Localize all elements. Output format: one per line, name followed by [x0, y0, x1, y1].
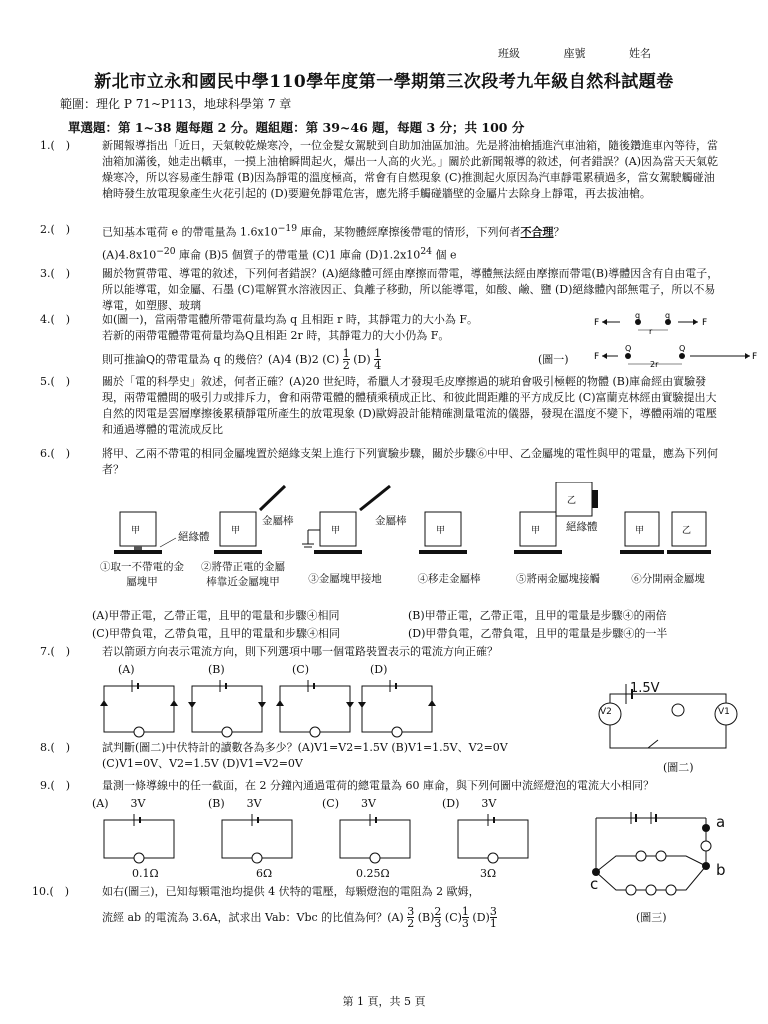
q4-line3: 則可推論Q的帶電量為 q 的幾倍？(A)4 (B)2 (C) [102, 352, 340, 366]
class-field-label: 班級 [498, 47, 520, 60]
question-text: 將甲、乙兩不帶電的相同金屬塊置於絕緣支架上進行下列實驗步驟，關於步驟⑥中甲、乙金屬塊的電性與甲的電量，應為下列何者？ [102, 447, 718, 476]
svg-text:F: F [752, 352, 758, 362]
q4-frac-d: $\frac{1}{4}$ [374, 346, 382, 373]
q7-circuit-c [276, 680, 354, 737]
q9-option-a: (A) 3V [92, 797, 146, 810]
question-text: 若以箭頭方向表示電流方向，則下列選項中哪一個電路裝置表示的電流方向正確？ [102, 645, 498, 658]
fig2-v2-label: V2 [600, 707, 612, 717]
question-text [102, 312, 602, 372]
fig3-label-c: c [590, 875, 599, 893]
question-number: 4.( ) [40, 313, 71, 326]
page-footer: 第 1 頁，共 5 頁 [342, 995, 426, 1008]
q7-option-c: (C) [292, 663, 309, 676]
q8-line1: 試判斷(圖二)中伏特計的讀數各為多少？(A)V1=V2=1.5V (B)V1=1.5V、V2=0V [102, 741, 508, 754]
question-text: 關於物質帶電、導電的敘述，下列何者錯誤？(A)絕緣體可經由摩擦而帶電，導體無法經由摩擦而帶電(B)導體因含有自由電子，所以能導電，如金屬、石墨 (C)電解質水溶液因正、負離子移動，所以能導電，如酸、鹼、鹽 (D)絕緣體內部無電子，所以不易導電，如塑膠、玻璃 [102, 267, 719, 312]
q6-insulator-label-2: 絕緣體 [566, 521, 598, 533]
question-1 [40, 138, 730, 218]
question-number: 1.( ) [40, 139, 71, 152]
question-6 [40, 446, 730, 480]
svg-text:F: F [594, 318, 600, 328]
svg-text:甲: 甲 [531, 526, 541, 536]
q9-res-d: 3Ω [480, 867, 497, 880]
q8-line2: (C)V1=0V、V2=1.5V (D)V1=V2=0V [102, 756, 303, 770]
question-5 [40, 374, 730, 442]
exam-title: 新北市立永和國民中學110學年度第一學期第三次段考九年級自然科試題卷 [94, 72, 674, 92]
q9-circuits [100, 812, 550, 866]
q10-frac-b: $\frac{2}{3}$ [434, 904, 442, 931]
fig3-label-b: b [716, 861, 726, 879]
q4-opt-d: (D) [353, 352, 371, 366]
q6-option-c: (C)甲帶負電，乙帶負電，且甲的電量和步驟④相同 [92, 627, 340, 640]
q6-option-b: (B)甲帶正電，乙帶正電，且甲的電量是步驟④的兩倍 [408, 609, 667, 622]
q9-option-d: (D) 3V [442, 797, 497, 810]
q10-frac-a: $\frac{3}{2}$ [407, 904, 415, 931]
question-3 [40, 266, 730, 314]
question-number: 6.( ) [40, 447, 71, 460]
q9-res-b: 6Ω [256, 867, 273, 880]
name-field-label: 姓名 [629, 47, 651, 60]
q2-line1b: 庫侖，某物體經摩擦後帶電的情形，下列何者 [297, 225, 521, 239]
q7-circuit-d [358, 680, 436, 737]
q2-line2b: 庫侖 (B)5 個質子的帶電量 (C)1 庫侖 (D)1.2x10 [175, 248, 421, 262]
figure-3-label: (圖三) [636, 911, 667, 924]
q4-line1: 如(圖一)，當兩帶電體所帶電荷量均為 q 且相距 r 時，其靜電力的大小為 F。 [102, 313, 478, 326]
question-10 [32, 884, 730, 934]
question-text: 如右(圖三)，已知每顆電池均提供 4 伏特的電壓，每顆燈泡的電阻為 2 歐姆， 流經 ab 的電流為 3.6A，試求出 Vab：Vbc 的比值為何？(A) $\frac{3}{2}$ (B) $\frac{2}{3}$ (C) $\frac{1}{3}$ (D) $\frac{3}{1}$ [102, 884, 622, 930]
q7-circuit-b [188, 680, 266, 737]
q7-option-d: (D) [370, 663, 388, 676]
q9-res-c: 0.25Ω [356, 867, 390, 880]
q10-frac-c: $\frac{1}{3}$ [461, 904, 469, 931]
q7-option-b: (B) [208, 663, 225, 676]
q7-circuit-a [100, 680, 178, 737]
question-7 [40, 644, 730, 664]
question-number: 10.( ) [32, 885, 70, 898]
fig2-voltage: 1.5V [630, 681, 660, 696]
q9-option-c: (C) 3V [322, 797, 376, 810]
fig2-v1-label: V1 [718, 707, 730, 717]
question-text [102, 740, 730, 772]
q4-frac-c: $\frac{1}{2}$ [342, 346, 350, 373]
question-number: 3.( ) [40, 267, 71, 280]
q2-exp2: −20 [156, 245, 176, 257]
svg-text:Q: Q [679, 344, 686, 353]
svg-text:F: F [702, 318, 708, 328]
q6-step-3: ③金屬塊甲接地 [308, 573, 382, 585]
question-number: 7.( ) [40, 645, 71, 658]
question-number: 8.( ) [40, 741, 71, 754]
figure-2-label: (圖二) [663, 761, 694, 774]
q6-rod-label-2: 金屬棒 [375, 515, 407, 527]
svg-text:q: q [635, 312, 641, 320]
svg-text:甲: 甲 [436, 526, 446, 536]
scoring-rule: 單選題：第 1~38 題每題 2 分。題組題：第 39~46 題，每題 3 分；共 100 分 [68, 120, 525, 135]
svg-text:乙: 乙 [682, 526, 692, 536]
q2-line2c: 個 e [431, 248, 457, 262]
figure-1-diagram [590, 312, 760, 368]
q6-insulator-label: 絕緣體 [178, 531, 210, 543]
svg-text:r: r [649, 327, 653, 336]
q6-rod-label: 金屬棒 [262, 515, 294, 527]
q10-frac-d: $\frac{3}{1}$ [489, 904, 497, 931]
svg-text:Q: Q [625, 344, 632, 353]
exam-scope: 範圍：理化 P 71~P113，地球科學第 7 章 [60, 97, 292, 111]
q2-exp3: 24 [420, 245, 432, 257]
svg-text:F: F [594, 352, 600, 362]
figure-q6-steps [100, 482, 720, 562]
q9-res-a: 0.1Ω [132, 867, 159, 880]
svg-text:乙: 乙 [567, 496, 577, 506]
q2-bad: 不合理 [520, 225, 554, 239]
question-text [102, 222, 730, 263]
q2-line1c: ？ [553, 225, 565, 239]
fig3-label-a: a [716, 813, 726, 831]
q6-step-2: ②將帶正電的金屬棒靠近金屬塊甲 [201, 561, 285, 589]
svg-text:q: q [665, 312, 671, 320]
question-number: 5.( ) [40, 375, 71, 388]
q6-step-1: ①取一不帶電的金屬塊甲 [100, 561, 184, 589]
question-number: 9.( ) [40, 779, 71, 792]
q9-option-b: (B) 3V [208, 797, 262, 810]
question-2 [40, 222, 730, 262]
q7-option-a: (A) [118, 663, 135, 676]
question-9 [40, 778, 730, 798]
svg-text:甲: 甲 [231, 526, 241, 536]
q10-line2: 流經 ab 的電流為 3.6A，試求出 Vab：Vbc 的比值為何？(A) [102, 910, 404, 924]
question-text: 新聞報導指出「近日，天氣較乾燥寒冷，一位金髮女駕駛到自助加油區加油。先是將油槍插進汽車油箱，隨後鑽進車內等待，當油箱加滿後，她走出轎車，一摸上油槍瞬間起火，爆出一人高的火光。」關於此新聞報導的敘述，何者錯誤？(A)因為當天天氣乾燥寒冷，所以容易產生靜電 (B)因為靜電的溫度極高，常會有自燃現象 (C)推測起火原因為汽車靜電累積過多，當女駕駛觸碰油槍時發生放電現象產生火花引起的 (D)要避免靜電危害，應先將手觸碰牆壁的金屬片去除身上靜電，再去拔油槍。 [102, 139, 719, 200]
svg-text:2r: 2r [650, 360, 659, 368]
q6-step-4: ④移走金屬棒 [417, 573, 481, 585]
svg-text:甲: 甲 [635, 526, 645, 536]
q6-step-5: ⑤將兩金屬塊接觸 [516, 573, 600, 585]
q7-circuits [96, 678, 436, 740]
question-text: 關於「電的科學史」敘述，何者正確？(A)20 世紀時，希臘人才發現毛皮摩擦過的琥珀會吸引極輕的物體 (B)庫侖經由實驗發現，兩帶電體間的吸引力或排斥力，會和兩帶電體的體積乘積成正比、和彼此間距離的平方成反比 (C)富蘭克林經由實驗提出大自然的閃電是雲層摩擦後累積靜電所產生的放電現象 (D)歐姆設計能精確測量電流的儀器，發現在溫度不變下，導體兩端的電壓和通過導體的電流成反比 [102, 375, 717, 436]
svg-text:甲: 甲 [331, 526, 341, 536]
student-info-fields [498, 46, 651, 62]
q10-line1: 如右(圖三)，已知每顆電池均提供 4 伏特的電壓，每顆燈泡的電阻為 2 歐姆， [102, 885, 480, 898]
question-number: 2.( ) [40, 223, 71, 236]
q2-exp1: −19 [277, 223, 298, 234]
question-8 [40, 740, 730, 776]
svg-text:甲: 甲 [131, 526, 141, 536]
seat-field-label: 座號 [563, 47, 586, 60]
q6-step-6: ⑥分開兩金屬塊 [631, 573, 705, 585]
q2-line1: 已知基本電荷 e 的帶電量為 1.6x10 [102, 225, 278, 239]
q6-option-d: (D)甲帶負電，乙帶負電，且甲的電量是步驟④的一半 [408, 627, 668, 640]
figure-1-label: (圖一) [538, 353, 569, 366]
q2-line2: (A)4.8x10 [102, 248, 157, 262]
q4-line2: 若新的兩帶電體帶電荷量均為Q且相距 2r 時，其靜電力的大小仍為 F。 [102, 328, 450, 342]
q6-option-a: (A)甲帶正電，乙帶正電，且甲的電量和步驟④相同 [92, 609, 340, 622]
question-text: 量測一條導線中的任一截面，在 2 分鐘內通過電荷的總電量為 60 庫侖，與下列何圖中流經燈泡的電流大小相同？ [102, 779, 654, 792]
